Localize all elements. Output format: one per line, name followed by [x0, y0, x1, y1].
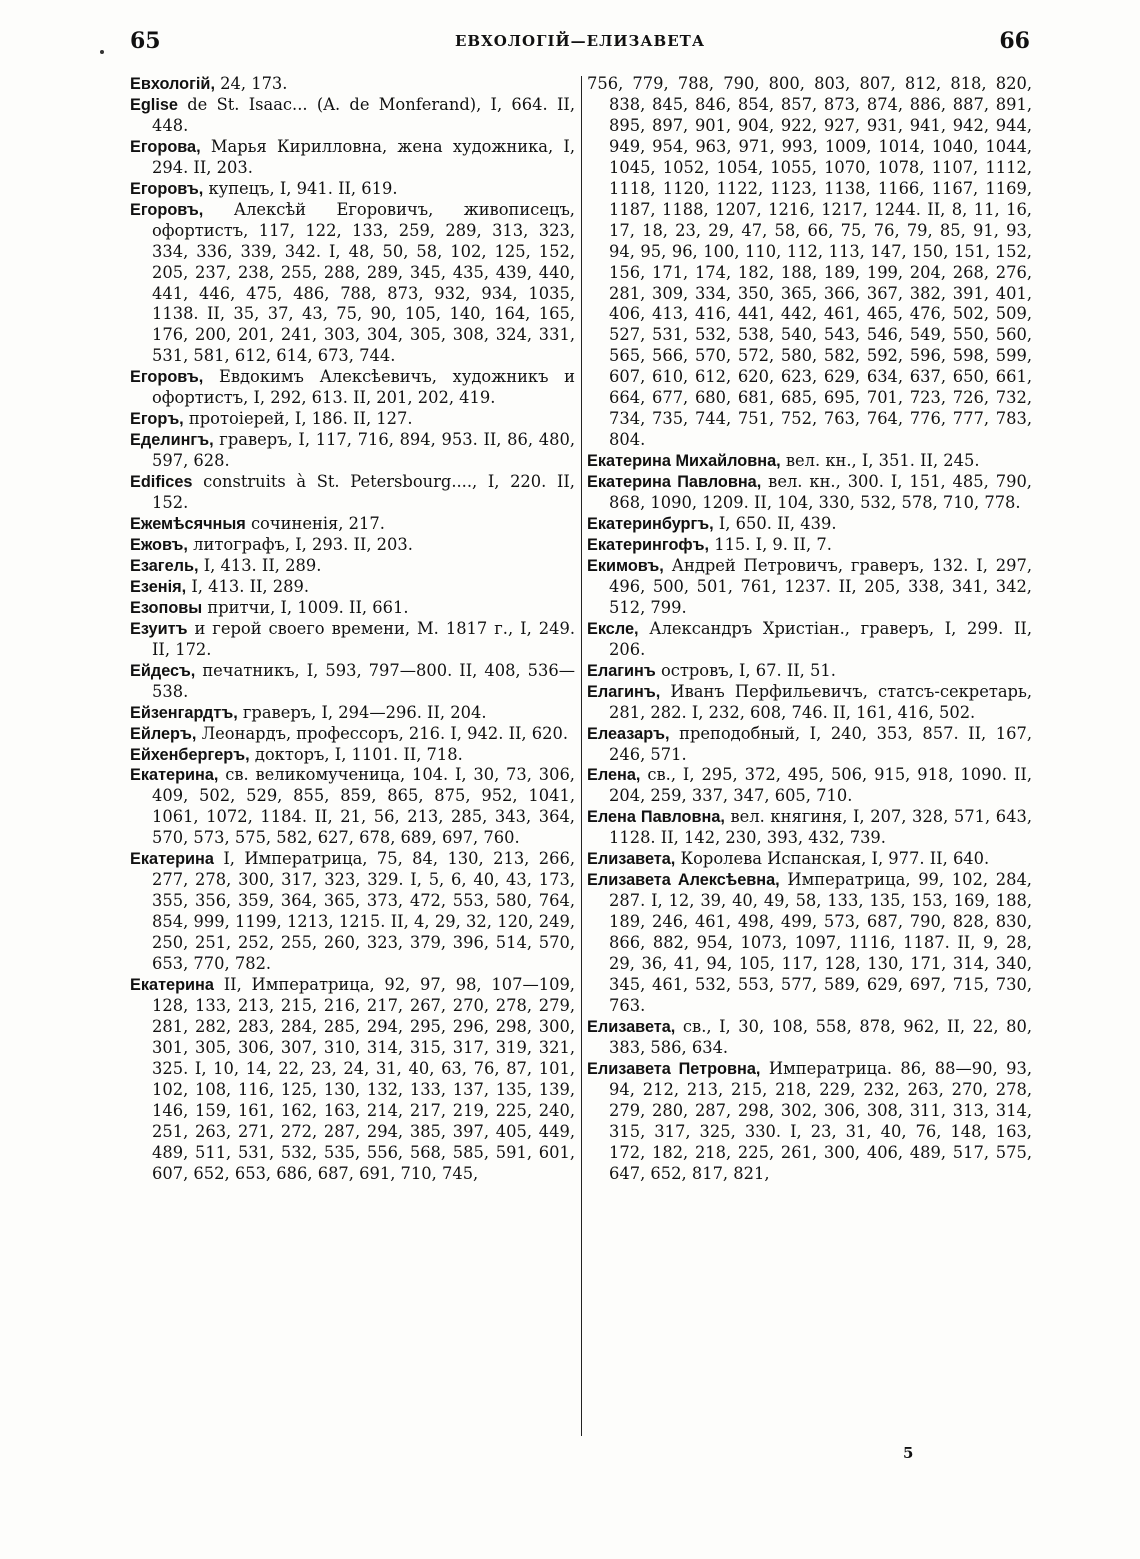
index-entry: [130, 849, 575, 975]
entry-headword: Егорова,: [130, 137, 201, 156]
entry-references: Иванъ Перфильевичъ, статсъ-секретарь, 281, 282. I, 232, 608, 746. II, 161, 416, 502.: [609, 681, 1032, 722]
entry-headword: Елизавета Алексѣевна,: [587, 871, 780, 890]
column-divider: [581, 76, 582, 1436]
entry-references: граверъ, I, 294—296. II, 204.: [237, 702, 487, 722]
entry-references: 115. I, 9. II, 7.: [709, 534, 832, 554]
index-entry: [130, 472, 575, 514]
entry-headword: Елеазаръ,: [587, 724, 670, 743]
entry-headword: Екатеринбургъ,: [587, 515, 714, 534]
index-entry: [130, 598, 575, 619]
entry-headword: Езоповы: [130, 598, 203, 617]
entry-references: островъ, I, 67. II, 51.: [655, 660, 836, 680]
left-index-column: [130, 74, 575, 1185]
entry-headword: Eglise: [130, 95, 178, 114]
index-entry: [130, 200, 575, 368]
entry-headword: Егоровъ,: [130, 368, 204, 387]
entry-references: I, Императрица, 75, 84, 130, 213, 266, 277, 278, 300, 317, 323, 329. I, 5, 6, 40, 43, 173, 355, 356, 359, 364, 365, 373, 472, 553, 580, 764, 854, 999, 1199, 1213, 1215. II, 4, 29, 32, 120, 249, 250, 251, 252, 255, 260, 323, 379, 396, 514, 570, 653, 770, 782.: [152, 849, 575, 974]
index-entry: [130, 95, 575, 137]
entry-references: Марья Кирилловна, жена художника, I, 294. II, 203.: [152, 136, 575, 177]
index-entry: [130, 745, 575, 766]
entry-references: граверъ, I, 117, 716, 894, 953. II, 86, 480, 597, 628.: [152, 430, 575, 471]
entry-references: Императрица, 99, 102, 284, 287. I, 12, 39, 40, 49, 58, 133, 135, 153, 169, 188, 189, 246, 461, 498, 499, 573, 687, 790, 828, 830, 866, 882, 954, 1073, 1097, 1116, 1187. II, 9, 28, 29, 36, 41, 94, 105, 117, 128, 130, 171, 314, 340, 345, 461, 532, 553, 577, 589, 629, 697, 715, 730, 763.: [609, 870, 1032, 1015]
entry-references: Алексѣй Егоровичъ, живописецъ, офортистъ, 117, 122, 133, 259, 289, 313, 323, 334, 336, 339, 342. I, 48, 50, 58, 102, 125, 152, 205, 237, 238, 255, 288, 289, 345, 435, 439, 440, 441, 446, 475, 486, 788, 873, 932, 934, 1035, 1138. II, 35, 37, 43, 75, 90, 105, 140, 164, 165, 176, 200, 201, 241, 303, 304, 305, 308, 324, 331, 531, 581, 612, 614, 673, 744.: [152, 199, 575, 366]
index-entry: [587, 682, 1032, 724]
index-entry: [587, 556, 1032, 619]
entry-headword: Екатерина Михайловна,: [587, 452, 781, 471]
entry-references: Императрица. 86, 88—90, 93, 94, 212, 213, 215, 218, 229, 232, 263, 270, 278, 279, 280, 287, 298, 302, 306, 308, 311, 313, 314, 315, 317, 325, 330. I, 23, 31, 40, 76, 148, 163, 172, 182, 218, 225, 261, 300, 406, 489, 517, 575, 647, 652, 817, 821,: [609, 1058, 1032, 1183]
index-entry: [130, 556, 575, 577]
entry-headword: Ейхенбергеръ,: [130, 745, 250, 764]
entry-references: преподобный, I, 240, 353, 857. II, 167, 246, 571.: [609, 723, 1032, 764]
entry-headword: Ейлеръ,: [130, 724, 197, 743]
entry-references: I, 650. II, 439.: [713, 514, 837, 534]
entry-headword: Елагинъ: [587, 661, 656, 680]
entry-references: II, Императрица, 92, 97, 98, 107—109, 128, 133, 213, 215, 216, 217, 267, 270, 278, 279, 281, 282, 283, 284, 285, 294, 295, 296, 298, 300, 301, 305, 306, 307, 310, 314, 315, 317, 319, 321, 325. I, 10, 14, 22, 23, 24, 31, 40, 63, 76, 87, 101, 102, 108, 116, 125, 130, 132, 133, 137, 135, 139, 146, 159, 161, 162, 163, 214, 217, 219, 225, 240, 251, 263, 271, 272, 287, 294, 385, 397, 405, 449, 489, 511, 531, 532, 535, 556, 568, 585, 591, 601, 607, 652, 653, 686, 687, 691, 710, 745,: [152, 974, 575, 1183]
right-index-column: [587, 74, 1032, 1185]
entry-references: Королева Испанская, I, 977. II, 640.: [675, 849, 990, 869]
index-entry: [587, 870, 1032, 1017]
entry-headword: Ежемѣсячныя: [130, 515, 246, 534]
running-title: ЕВХОЛОГІЙ—ЕЛИЗАВЕТА: [454, 32, 706, 50]
entry-references: вел. княгиня, I, 207, 328, 571, 643, 1128. II, 142, 230, 393, 432, 739.: [609, 807, 1032, 848]
entry-headword: Ейзенгардтъ,: [130, 703, 238, 722]
entry-headword: Екатерина: [130, 975, 214, 994]
index-entry: [587, 765, 1032, 807]
index-entry: [587, 535, 1032, 556]
entry-headword: Евхологій,: [130, 75, 215, 93]
entry-references: Андрей Петровичъ, граверъ, 132. I, 297, 496, 500, 501, 761, 1237. II, 205, 338, 341, 342, 512, 799.: [609, 555, 1032, 617]
entry-headword: Елизавета,: [587, 850, 676, 869]
entry-headword: Елизавета,: [587, 1017, 676, 1036]
entry-headword: Елизавета Петровна,: [587, 1059, 761, 1078]
index-entry: [587, 661, 1032, 682]
index-entry: [587, 74, 1032, 451]
index-entry: [130, 619, 575, 661]
entry-references: св., I, 30, 108, 558, 878, 962, II, 22, 80, 383, 586, 634.: [609, 1016, 1032, 1057]
entry-headword: Езагель,: [130, 556, 199, 575]
entry-headword: Елена,: [587, 766, 641, 785]
index-entry: [587, 1059, 1032, 1185]
entry-references: Александръ Христіан., граверъ, I, 299. II, 206.: [609, 618, 1032, 659]
index-entry: [130, 703, 575, 724]
entry-references: Евдокимъ Алексѣевичъ, художникъ и офортистъ, I, 292, 613. II, 201, 202, 419.: [152, 367, 575, 408]
index-entry: [130, 765, 575, 849]
entry-headword: Екатерина Павловна,: [587, 473, 762, 492]
index-entry: [130, 409, 575, 430]
entry-references: construits à St. Petersbourg...., I, 220. II, 152.: [152, 472, 575, 513]
entry-references: I, 413. II, 289.: [186, 576, 310, 596]
entry-headword: Елена Павловна,: [587, 808, 725, 827]
index-entry: [587, 472, 1032, 514]
entry-references: и герой своего времени, М. 1817 г., I, 249. II, 172.: [152, 618, 575, 659]
entry-headword: Ексле,: [587, 619, 639, 638]
entry-references: св., I, 295, 372, 495, 506, 915, 918, 1090. II, 204, 259, 337, 347, 605, 710.: [609, 765, 1032, 806]
signature-mark: 5: [903, 1444, 914, 1462]
entry-references: 24, 173.: [214, 74, 288, 93]
entry-references: 756, 779, 788, 790, 800, 803, 807, 812, 818, 820, 838, 845, 846, 854, 857, 873, 874, 886, 887, 891, 895, 897, 901, 904, 922, 927, 931, 941, 942, 944, 949, 954, 963, 971, 993, 1009, 1014, 1040, 1044, 1045, 1052, 1054, 1055, 1070, 1078, 1107, 1112, 1118, 1120, 1122, 1123, 1138, 1166, 1167, 1169, 1187, 1188, 1207, 1216, 1217, 1244. II, 8, 11, 16, 17, 18, 23, 29, 47, 58, 66, 75, 76, 79, 85, 91, 93, 94, 95, 96, 100, 110, 112, 113, 147, 150, 151, 152, 156, 171, 174, 182, 188, 189, 199, 204, 268, 276, 281, 309, 334, 350, 365, 366, 367, 382, 391, 401, 406, 413, 416, 441, 442, 461, 465, 476, 502, 509, 527, 531, 532, 538, 540, 543, 546, 549, 550, 560, 565, 566, 570, 572, 580, 582, 592, 596, 598, 599, 607, 610, 612, 620, 623, 629, 634, 637, 650, 661, 664, 677, 680, 681, 685, 695, 701, 723, 726, 732, 734, 735, 744, 751, 752, 763, 764, 776, 777, 783, 804.: [587, 74, 1032, 450]
entry-references: протоіерей, I, 186. II, 127.: [183, 409, 413, 429]
index-entry: [587, 451, 1032, 472]
entry-headword: Егоръ,: [130, 410, 184, 429]
index-entry: [587, 849, 1032, 870]
entry-references: св. великомученица, 104. I, 30, 73, 306, 409, 502, 529, 855, 859, 865, 875, 952, 1041, 1061, 1072, 1184. II, 21, 56, 213, 285, 343, 364, 570, 573, 575, 582, 627, 678, 689, 697, 760.: [152, 765, 575, 848]
right-page-number: 66: [999, 28, 1030, 54]
entry-headword: Егоровъ,: [130, 200, 204, 219]
index-entry: [587, 619, 1032, 661]
print-speck: [100, 50, 104, 54]
index-entry: [130, 430, 575, 472]
entry-headword: Ейдесъ,: [130, 661, 196, 680]
entry-headword: Екатерингофъ,: [587, 535, 710, 554]
index-entry: [130, 137, 575, 179]
entry-references: сочиненія, 217.: [245, 514, 385, 534]
entry-headword: Езуитъ: [130, 619, 188, 638]
entry-references: купецъ, I, 941. II, 619.: [203, 178, 398, 198]
entry-references: вел. кн., I, 351. II, 245.: [780, 451, 980, 471]
index-entry: [130, 535, 575, 556]
index-entry: [130, 74, 575, 95]
entry-headword: Езенія,: [130, 577, 187, 596]
index-entry: [130, 514, 575, 535]
entry-references: вел. кн., 300. I, 151, 485, 790, 868, 1090, 1209. II, 104, 330, 532, 578, 710, 778.: [609, 472, 1032, 513]
entry-headword: Екимовъ,: [587, 556, 664, 575]
entry-headword: Елагинъ,: [587, 682, 661, 701]
index-entry: [587, 807, 1032, 849]
page-header: [130, 28, 1030, 58]
entry-references: докторъ, I, 1101. II, 718.: [249, 744, 463, 764]
index-entry: [130, 367, 575, 409]
entry-references: de St. Isaac... (A. de Monferand), I, 664. II, 448.: [152, 94, 575, 135]
entry-headword: Екатерина: [130, 850, 214, 869]
index-entry: [587, 724, 1032, 766]
entry-references: Леонардъ, профессоръ, 216. I, 942. II, 620.: [196, 723, 569, 743]
index-entry: [130, 724, 575, 745]
entry-headword: Еделингъ,: [130, 431, 214, 450]
index-entry: [130, 661, 575, 703]
index-entry: [587, 1017, 1032, 1059]
index-entry: [587, 514, 1032, 535]
index-entry: [130, 179, 575, 200]
entry-headword: Егоровъ,: [130, 179, 204, 198]
entry-headword: Екатерина,: [130, 766, 219, 785]
index-entry: [130, 975, 575, 1185]
entry-references: притчи, I, 1009. II, 661.: [202, 597, 409, 617]
entry-headword: Ежовъ,: [130, 535, 188, 554]
left-page-number: 65: [130, 28, 161, 54]
entry-references: I, 413. II, 289.: [198, 555, 322, 575]
entry-references: печатникъ, I, 593, 797—800. II, 408, 536—538.: [152, 660, 575, 701]
entry-references: литографъ, I, 293. II, 203.: [187, 534, 413, 554]
entry-headword: Edifices: [130, 473, 193, 492]
index-entry: [130, 577, 575, 598]
